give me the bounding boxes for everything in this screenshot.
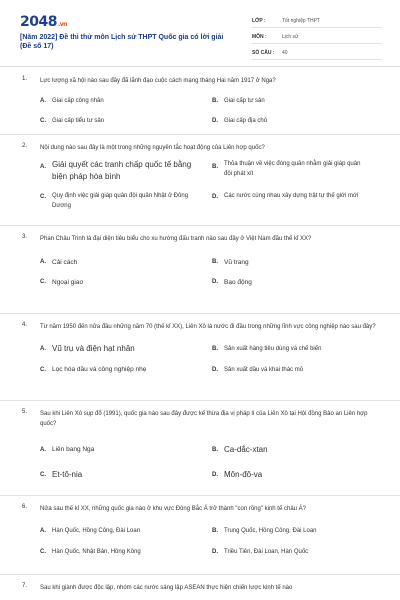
option-text: Vũ trụ và điện hạt nhân (52, 344, 135, 353)
option-letter: B. (212, 527, 218, 534)
option-text: Giai cấp tư sản (224, 98, 265, 104)
meta-label: SỐ CÂU : (252, 49, 275, 56)
question-number: 7. (22, 583, 28, 589)
option-a[interactable] (40, 338, 212, 359)
option-letter: B. (212, 98, 218, 104)
option-c[interactable] (40, 541, 212, 562)
option-letter: C. (40, 118, 46, 124)
question-text: Lực lượng xã hội nào sau đây đã lãnh đạo cuộc cách mạng tháng Hai năm 1917 ở Nga? (40, 78, 276, 84)
option-text: Bạo động (224, 278, 252, 286)
option-grid (40, 159, 378, 215)
option-letter: B. (212, 164, 218, 170)
question-text: Nội dung nào sau đây là một trong những nguyên tắc hoạt động của Liên hợp quốc? (40, 145, 265, 151)
option-letter: C. (40, 194, 46, 200)
logo-main: 2048 (20, 14, 57, 30)
question-text: Từ năm 1950 đến nửa đầu những năm 70 (thế kỉ XX), Liên Xô là nước đi đầu trong những lĩnh vực công nghiệp nào sau đây? (40, 324, 376, 330)
option-text: Giai cấp địa chủ (224, 118, 268, 124)
option-d[interactable] (212, 191, 382, 215)
exam-title: [Năm 2022] Đề thi thử môn Lịch sử THPT Quốc gia có lời giải (Đề số 17) (20, 34, 224, 50)
option-text: Liên bang Nga (52, 446, 95, 453)
option-letter: B. (212, 446, 218, 453)
option-text: Sản xuất hàng tiêu dùng và chế biến (224, 345, 322, 352)
option-a[interactable] (40, 159, 212, 191)
option-text: Hàn Quốc, Hồng Công, Đài Loan (52, 527, 141, 534)
question-6 (0, 496, 400, 574)
option-grid (40, 338, 378, 380)
meta-row-class (252, 14, 382, 28)
question-number: 6. (22, 504, 28, 510)
meta-value: 40 (282, 49, 288, 56)
meta-row-subject (252, 30, 382, 44)
option-a[interactable] (40, 91, 212, 111)
option-text: Quy định việc giải giáp quân đội quân Nhật ở Đông Dương (52, 193, 189, 209)
option-text: Et-tô-nia (52, 470, 83, 479)
option-letter: C. (40, 366, 46, 373)
option-letter: C. (40, 279, 46, 285)
option-letter: A. (40, 446, 46, 453)
option-d[interactable] (212, 359, 382, 380)
option-d[interactable] (212, 272, 382, 292)
question-7 (0, 575, 400, 595)
option-text: Ngoại giao (52, 278, 84, 286)
question-2 (0, 135, 400, 225)
option-text: Giải quyết các tranh chấp quốc tế bằng biện pháp hòa bình (52, 160, 192, 181)
option-b[interactable] (212, 520, 382, 541)
option-text: Các nước cùng nhau xây dựng trật tự thế giới mới (224, 193, 359, 199)
option-d[interactable] (212, 541, 382, 562)
option-letter: A. (40, 164, 46, 170)
exam-meta (252, 14, 382, 62)
option-text: Sản xuất dầu và khai thác mỏ (224, 366, 304, 373)
option-d[interactable] (212, 462, 382, 487)
option-text: Hàn Quốc, Nhật Bản, Hồng Kông (52, 548, 141, 555)
option-text: Lọc hóa dầu và công nghiệp nhẹ (52, 366, 147, 373)
option-c[interactable] (40, 359, 212, 380)
question-5 (0, 401, 400, 495)
option-a[interactable] (40, 437, 212, 462)
question-text: Sau khi Liên Xô sụp đổ (1991), quốc gia nào sau đây được kế thừa địa vị pháp lí của Liên Xô tại Hội đồng Bảo an Liên hợp quốc? (40, 411, 368, 427)
meta-label: MÔN : (252, 33, 267, 40)
option-letter: D. (212, 366, 218, 373)
option-c[interactable] (40, 462, 212, 487)
question-number: 4. (22, 322, 28, 328)
option-letter: A. (40, 527, 46, 534)
meta-value: Tốt nghiệp THPT (282, 17, 320, 24)
question-text: Nửa sau thế kỉ XX, những quốc gia nào ở khu vực Đông Bắc Á trở thành "con rồng" kinh tế châu Á? (40, 506, 306, 512)
option-b[interactable] (212, 437, 382, 462)
option-letter: B. (212, 345, 218, 352)
option-text: Triều Tiên, Đài Loan, Hàn Quốc (224, 548, 309, 555)
question-4 (0, 314, 400, 400)
option-grid (40, 520, 378, 562)
option-d[interactable] (212, 111, 382, 131)
option-b[interactable] (212, 91, 382, 111)
option-letter: D. (212, 194, 218, 200)
logo-suffix: .vn (57, 21, 67, 28)
option-b[interactable] (212, 252, 382, 272)
question-number: 2. (22, 143, 28, 149)
option-letter: A. (40, 345, 46, 352)
option-letter: D. (212, 548, 218, 555)
option-text: Môn-đô-va (224, 470, 263, 479)
question-1 (0, 76, 400, 134)
option-grid (40, 91, 378, 131)
option-text: Giai cấp tiểu tư sản (52, 118, 105, 124)
option-c[interactable] (40, 191, 212, 215)
meta-label: LỚP : (252, 17, 266, 24)
option-c[interactable] (40, 111, 212, 131)
meta-row-count (252, 46, 382, 60)
meta-value: Lịch sử (282, 33, 299, 40)
option-a[interactable] (40, 252, 212, 272)
option-letter: D. (212, 279, 218, 285)
option-letter: D. (212, 118, 218, 124)
option-b[interactable] (212, 159, 382, 191)
option-b[interactable] (212, 338, 382, 359)
option-letter: C. (40, 471, 46, 478)
question-text: Phan Châu Trinh là đại diện tiêu biểu cho xu hướng đấu tranh nào sau đây ở Việt Nam đầu thế kỉ XX? (40, 236, 312, 242)
site-logo[interactable] (20, 14, 67, 30)
option-letter: C. (40, 548, 46, 555)
option-c[interactable] (40, 272, 212, 292)
option-letter: D. (212, 471, 218, 478)
option-letter: A. (40, 259, 46, 265)
question-3 (0, 226, 400, 313)
header (0, 0, 400, 67)
option-grid (40, 252, 378, 292)
option-a[interactable] (40, 520, 212, 541)
question-number: 1. (22, 76, 28, 82)
question-number: 5. (22, 409, 28, 415)
option-text: Cải cách (52, 258, 78, 266)
question-list (0, 76, 400, 595)
option-text: Trung Quốc, Hồng Công, Đài Loan (224, 527, 317, 534)
option-grid (40, 437, 378, 487)
option-text: Giai cấp công nhân (52, 98, 104, 104)
option-text: Vũ trang (224, 258, 249, 266)
option-letter: B. (212, 259, 218, 265)
option-text: Thỏa thuận về việc đóng quân nhằm giải giáp quân đội phát xít (224, 161, 361, 177)
option-letter: A. (40, 98, 46, 104)
option-text: Ca-dắc-xtan (224, 445, 268, 454)
question-number: 3. (22, 234, 28, 240)
question-text: Sau khi giành được độc lập, nhóm các nước sáng lập ASEAN thực hiện chiến lược kinh tế nào (40, 585, 293, 591)
